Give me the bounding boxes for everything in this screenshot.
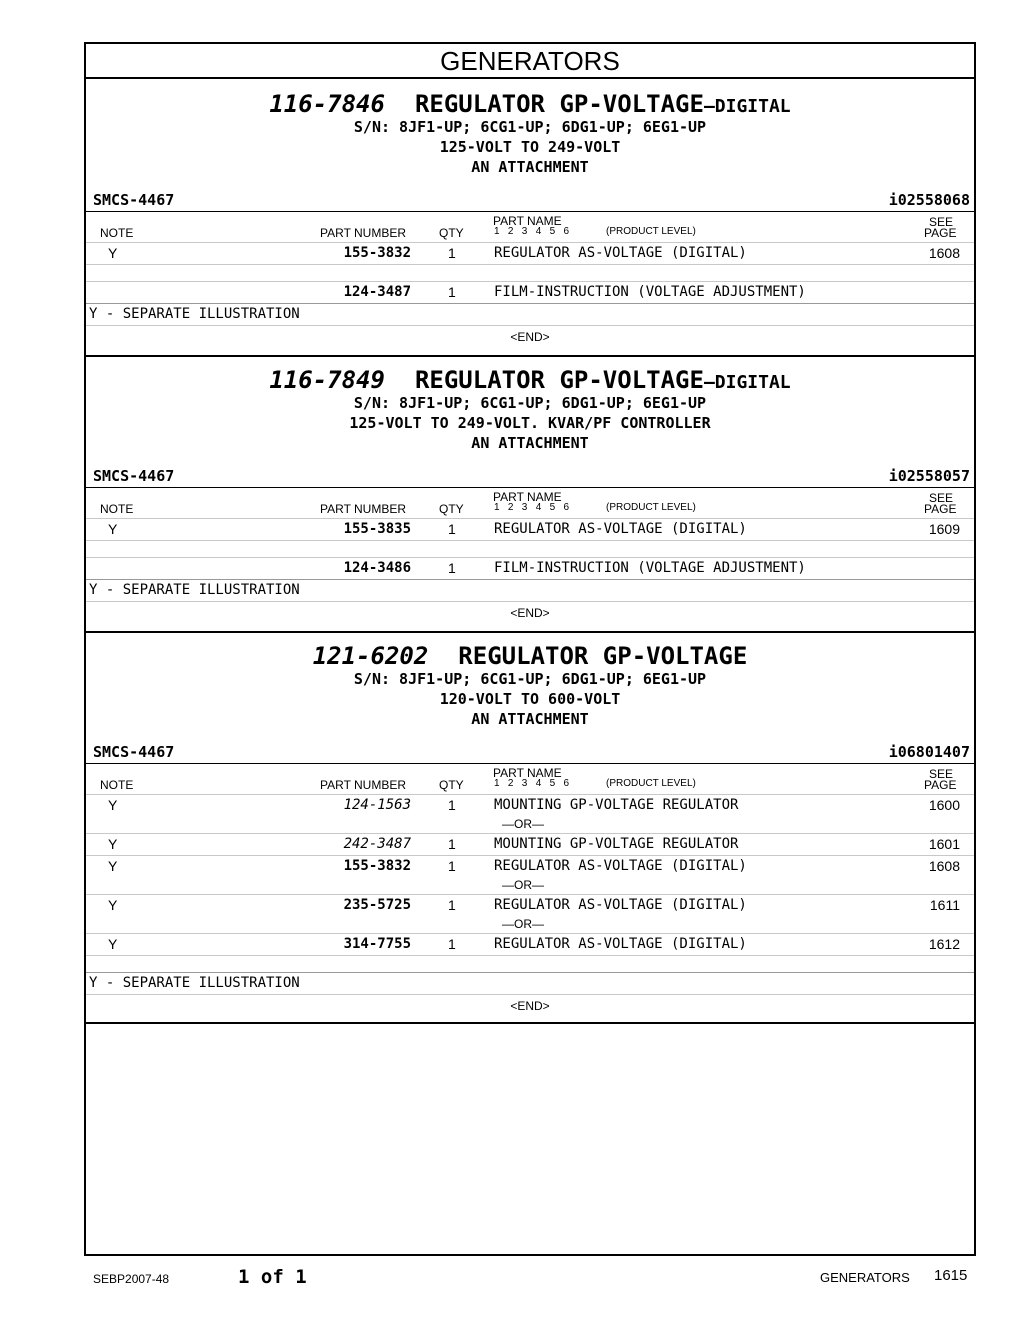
or-separator [86,877,974,894]
part-name-cell: FILM-INSTRUCTION (VOLTAGE ADJUSTMENT) [494,560,806,576]
col-part-number: PART NUMBER [320,502,407,516]
col-note: NOTE [100,226,134,240]
see-page-link[interactable]: 1600 [928,797,960,813]
part-number-cell[interactable]: 155-3835 [343,521,411,537]
footer-page-number: 1615 [934,1267,968,1284]
section-heading [86,367,974,453]
parts-section [86,631,974,1024]
group-part-number: 121-6202 [312,642,429,670]
smcs-row [86,465,974,487]
footer-section: GENERATORS [820,1270,910,1285]
or-label: —OR— [502,917,544,931]
col-qty: QTY [439,778,464,792]
attachment-label: AN ATTACHMENT [471,158,589,176]
col-levels: 1 2 3 4 5 6 [494,778,570,789]
page-frame [84,42,976,1256]
part-name-cell: REGULATOR AS-VOLTAGE (DIGITAL) [494,521,747,537]
blank-row [86,264,974,281]
col-product-level: (PRODUCT LEVEL) [606,226,696,237]
qty-cell: 1 [448,560,456,576]
part-name-cell: REGULATOR AS-VOLTAGE (DIGITAL) [494,858,747,874]
see-page-link[interactable]: 1609 [928,521,960,537]
part-number-cell[interactable]: 124-3486 [343,560,411,576]
qty-cell: 1 [448,521,456,537]
group-title: REGULATOR GP-VOLTAGE [458,642,748,670]
group-part-number: 116-7849 [269,366,385,394]
group-description: 125-VOLT TO 249-VOLT. KVAR/PF CONTROLLER [349,414,711,432]
section-title-line [86,643,974,669]
part-name-cell: FILM-INSTRUCTION (VOLTAGE ADJUSTMENT) [494,284,806,300]
col-qty: QTY [439,502,464,516]
footnote-row [86,972,974,994]
col-note: NOTE [100,502,134,516]
note-cell: Y [108,836,118,852]
smcs-code: SMCS-4467 [93,191,175,209]
parts-section [86,355,974,633]
illustration-ref: i02558057 [888,467,970,485]
column-header [86,487,974,518]
qty-cell: 1 [448,936,456,952]
parts-row[interactable] [86,933,974,955]
col-part-number: PART NUMBER [320,226,407,240]
see-page-link[interactable]: 1611 [929,897,960,913]
part-number-cell[interactable]: 314-7755 [343,936,411,952]
end-marker: <END> [86,994,974,1017]
col-product-level: (PRODUCT LEVEL) [606,778,696,789]
footnote-text: Y - SEPARATE ILLUSTRATION [89,582,300,598]
footnote-row [86,303,974,325]
section-heading [86,643,974,729]
qty-cell: 1 [448,836,456,852]
part-name-cell: REGULATOR AS-VOLTAGE (DIGITAL) [494,897,747,913]
footer-doc-number: SEBP2007-48 [93,1272,170,1286]
col-page: PAGE [924,226,957,240]
parts-row[interactable] [86,833,974,855]
qty-cell: 1 [448,897,456,913]
col-note: NOTE [100,778,134,792]
smcs-row [86,189,974,211]
column-header [86,211,974,242]
part-number-cell[interactable]: 242-3487 [343,836,411,852]
note-cell: Y [108,858,118,874]
blank-row [86,540,974,557]
col-page: PAGE [924,778,957,792]
group-description: 120-VOLT TO 600-VOLT [439,690,621,708]
parts-row[interactable] [86,281,974,303]
parts-row[interactable] [86,557,974,579]
note-cell: Y [108,797,118,813]
section-heading [86,91,974,177]
section-title-line [86,91,974,117]
or-separator [86,916,974,933]
qty-cell: 1 [448,284,456,300]
page-footer [0,1264,1020,1294]
group-title-suffix: —DIGITAL [703,96,791,117]
parts-row[interactable] [86,518,974,540]
note-cell: Y [108,897,118,913]
illustration-ref: i06801407 [888,743,970,761]
serial-numbers: S/N: 8JF1-UP; 6CG1-UP; 6DG1-UP; 6EG1-UP [353,394,707,412]
or-label: —OR— [502,878,544,892]
col-levels: 1 2 3 4 5 6 [494,502,570,513]
part-number-cell[interactable]: 124-3487 [343,284,411,300]
group-title: REGULATOR GP-VOLTAGE [414,90,704,118]
qty-cell: 1 [448,797,456,813]
group-part-number: 116-7846 [269,90,385,118]
col-see: SEE [929,491,954,505]
part-number-cell[interactable]: 155-3832 [343,858,411,874]
or-separator [86,816,974,833]
parts-row[interactable] [86,242,974,264]
qty-cell: 1 [448,858,456,874]
page-title: GENERATORS [86,44,974,79]
illustration-ref: i02558068 [888,191,970,209]
see-page-link[interactable]: 1608 [928,858,960,874]
note-cell: Y [108,245,118,261]
footnote-row [86,579,974,601]
col-part-name: PART NAME [493,766,562,780]
part-name-cell: REGULATOR AS-VOLTAGE (DIGITAL) [494,936,747,952]
footer-page-of: 1 of 1 [238,1266,307,1288]
see-page-link[interactable]: 1608 [928,245,960,261]
part-name-cell: MOUNTING GP-VOLTAGE REGULATOR [494,797,739,813]
col-part-number: PART NUMBER [320,778,407,792]
smcs-row [86,741,974,763]
col-part-name: PART NAME [493,214,562,228]
col-qty: QTY [439,226,464,240]
col-product-level: (PRODUCT LEVEL) [606,502,696,513]
note-cell: Y [108,936,118,952]
end-marker: <END> [86,325,974,348]
col-see: SEE [929,215,954,229]
part-number-cell[interactable]: 124-1563 [343,797,411,813]
parts-section [86,79,974,357]
end-marker: <END> [86,601,974,624]
group-description: 125-VOLT TO 249-VOLT [439,138,621,156]
smcs-code: SMCS-4467 [93,743,175,761]
see-page-link[interactable]: 1612 [928,936,960,952]
parts-row[interactable] [86,794,974,816]
col-part-name: PART NAME [493,490,562,504]
serial-numbers: S/N: 8JF1-UP; 6CG1-UP; 6DG1-UP; 6EG1-UP [353,670,707,688]
part-name-cell: REGULATOR AS-VOLTAGE (DIGITAL) [494,245,747,261]
parts-row[interactable] [86,855,974,877]
column-header [86,763,974,794]
blank-row [86,955,974,972]
section-title-line [86,367,974,393]
part-number-cell[interactable]: 235-5725 [343,897,411,913]
col-page: PAGE [924,502,957,516]
group-title-suffix: —DIGITAL [703,372,791,393]
serial-numbers: S/N: 8JF1-UP; 6CG1-UP; 6DG1-UP; 6EG1-UP [353,118,707,136]
parts-row[interactable] [86,894,974,916]
footnote-text: Y - SEPARATE ILLUSTRATION [89,306,300,322]
col-levels: 1 2 3 4 5 6 [494,226,570,237]
group-title: REGULATOR GP-VOLTAGE [414,366,704,394]
or-label: —OR— [502,817,544,831]
see-page-link[interactable]: 1601 [928,836,960,852]
smcs-code: SMCS-4467 [93,467,175,485]
part-number-cell[interactable]: 155-3832 [343,245,411,261]
part-name-cell: MOUNTING GP-VOLTAGE REGULATOR [494,836,739,852]
col-see: SEE [929,767,954,781]
footnote-text: Y - SEPARATE ILLUSTRATION [89,975,300,991]
qty-cell: 1 [448,245,456,261]
note-cell: Y [108,521,118,537]
attachment-label: AN ATTACHMENT [471,434,589,452]
attachment-label: AN ATTACHMENT [471,710,589,728]
